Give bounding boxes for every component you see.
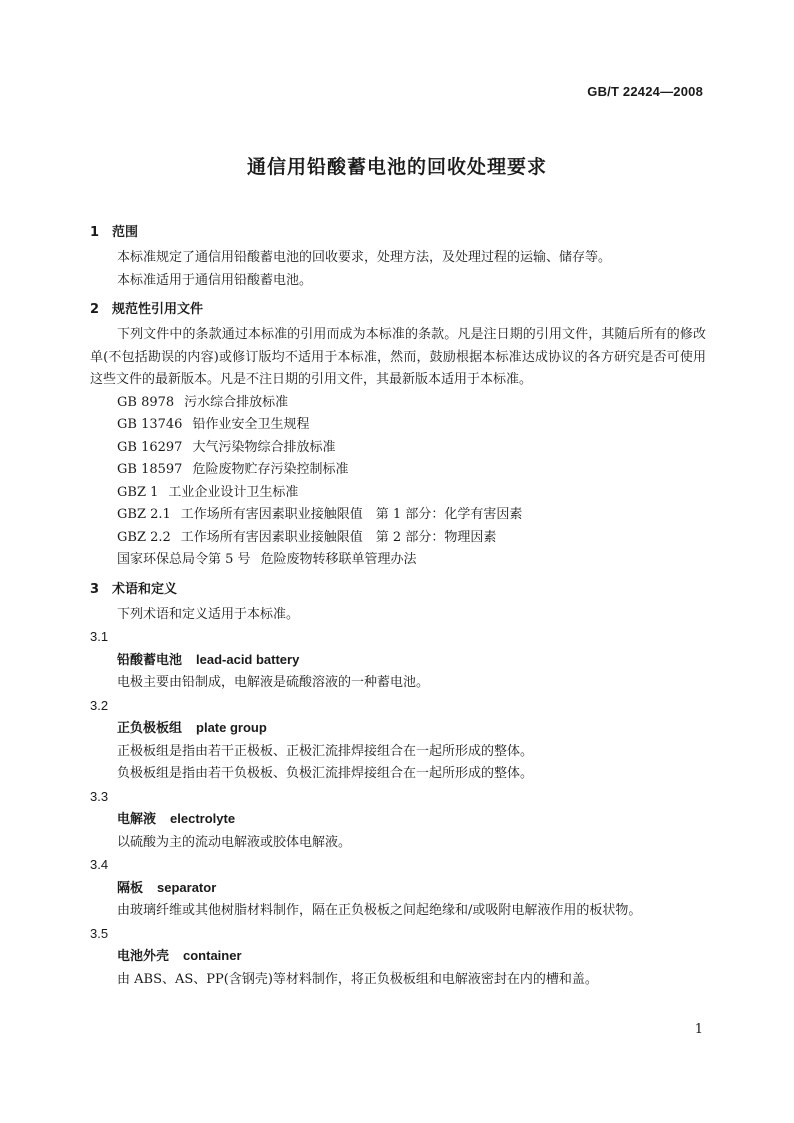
reference-code: GBZ 2.1 — [117, 507, 171, 522]
section-number: 1 — [90, 225, 100, 240]
reference-name: 大气污染物综合排放标准 — [192, 439, 336, 455]
document-body — [90, 222, 706, 991]
reference-code: GB 8978 — [117, 394, 175, 410]
section-heading-normative-references — [90, 299, 706, 321]
reference-name: 工作场所有害因素职业接触限值 第 1 部分：化学有害因素 — [180, 507, 523, 522]
section-number: 2 — [90, 302, 100, 317]
term-english: lead-acid battery — [196, 651, 300, 667]
reference-item — [90, 414, 706, 437]
term-chinese: 正负极板组 — [117, 721, 183, 736]
reference-item — [90, 482, 706, 505]
term-chinese: 隔板 — [117, 880, 144, 896]
reference-name: 工作场所有害因素职业接触限值 第 2 部分：物理因素 — [180, 529, 497, 545]
reference-code: GBZ 1 — [117, 484, 159, 500]
reference-code: GB 13746 — [117, 417, 183, 432]
reference-code: GB 16297 — [117, 439, 183, 455]
reference-name: 铅作业安全卫生规程 — [192, 417, 310, 432]
paragraph: 下列文件中的条款通过本标准的引用而成为本标准的条款。凡是注日期的引用文件，其随后所有的修改单(不包括勘误的内容)或修订版均不适用于本标准，然而，鼓励根据本标准达成协议的各方研究是否可使用这些文件的最新版本。凡是不注日期的引用文件，其最新版本适用于本标准。 — [90, 327, 706, 387]
reference-item — [90, 437, 706, 460]
term-chinese: 电解液 — [117, 812, 157, 827]
section-number: 3 — [90, 581, 100, 597]
term-entry — [90, 945, 706, 969]
reference-item — [90, 527, 706, 550]
reference-item — [90, 549, 706, 572]
section-title: 范围 — [112, 225, 139, 240]
term-definition: 负极板组是指由若干负极板、负极汇流排焊接组合在一起所形成的整体。 — [117, 766, 534, 781]
term-definition: 由 ABS、AS、PP(含钢壳)等材料制作，将正负极板组和电解液密封在内的槽和盖。 — [117, 971, 598, 987]
reference-name: 污水综合排放标准 — [184, 394, 289, 410]
clause-number: 3.3 — [90, 788, 109, 804]
document-title: 通信用铅酸蓄电池的回收处理要求 — [246, 156, 547, 178]
paragraph: 本标准规定了通信用铅酸蓄电池的回收要求，处理方法，及处理过程的运输、储存等。 — [117, 250, 612, 265]
section-heading-scope — [90, 222, 706, 244]
term-definition: 由玻璃纤维或其他树脂材料制作，隔在正负极板之间起绝缘和/或吸附电解液作用的板状物。 — [117, 903, 642, 918]
term-english: container — [183, 948, 242, 963]
term-english: plate group — [196, 720, 267, 735]
term-entry — [90, 649, 706, 673]
reference-code: GBZ 2.2 — [117, 529, 171, 545]
term-entry — [90, 808, 706, 832]
reference-name: 工业企业设计卫生标准 — [168, 484, 299, 500]
term-definition: 以硫酸为主的流动电解液或胶体电解液。 — [117, 834, 352, 850]
term-entry — [90, 717, 706, 741]
document-code: GB/T 22424—2008 — [587, 84, 703, 99]
section-heading-terms-definitions — [90, 579, 706, 601]
term-chinese: 铅酸蓄电池 — [117, 652, 183, 668]
term-english: separator — [157, 879, 217, 895]
reference-name: 危险废物转移联单管理办法 — [260, 552, 417, 567]
term-entry — [90, 877, 706, 901]
paragraph: 下列术语和定义适用于本标准。 — [117, 606, 300, 622]
reference-name: 危险废物贮存污染控制标准 — [192, 462, 349, 477]
term-english: electrolyte — [170, 811, 236, 826]
reference-code: 国家环保总局令第 5 号 — [117, 552, 251, 567]
section-title: 术语和定义 — [112, 581, 178, 597]
paragraph: 本标准适用于通信用铅酸蓄电池。 — [117, 272, 313, 288]
term-definition: 正极板组是指由若干正极板、正极汇流排焊接组合在一起所形成的整体。 — [117, 743, 534, 759]
clause-number: 3.1 — [90, 629, 109, 644]
reference-item — [90, 459, 706, 482]
section-title: 规范性引用文件 — [112, 302, 204, 317]
clause-number: 3.5 — [90, 925, 109, 941]
clause-number: 3.4 — [90, 857, 109, 872]
reference-item — [90, 504, 706, 527]
term-definition: 电极主要由铅制成，电解液是硫酸溶液的一种蓄电池。 — [117, 675, 430, 690]
reference-code: GB 18597 — [117, 462, 183, 477]
page-number: 1 — [694, 1022, 703, 1037]
clause-number: 3.2 — [90, 697, 109, 713]
reference-item — [90, 392, 706, 415]
term-chinese: 电池外壳 — [117, 949, 170, 964]
